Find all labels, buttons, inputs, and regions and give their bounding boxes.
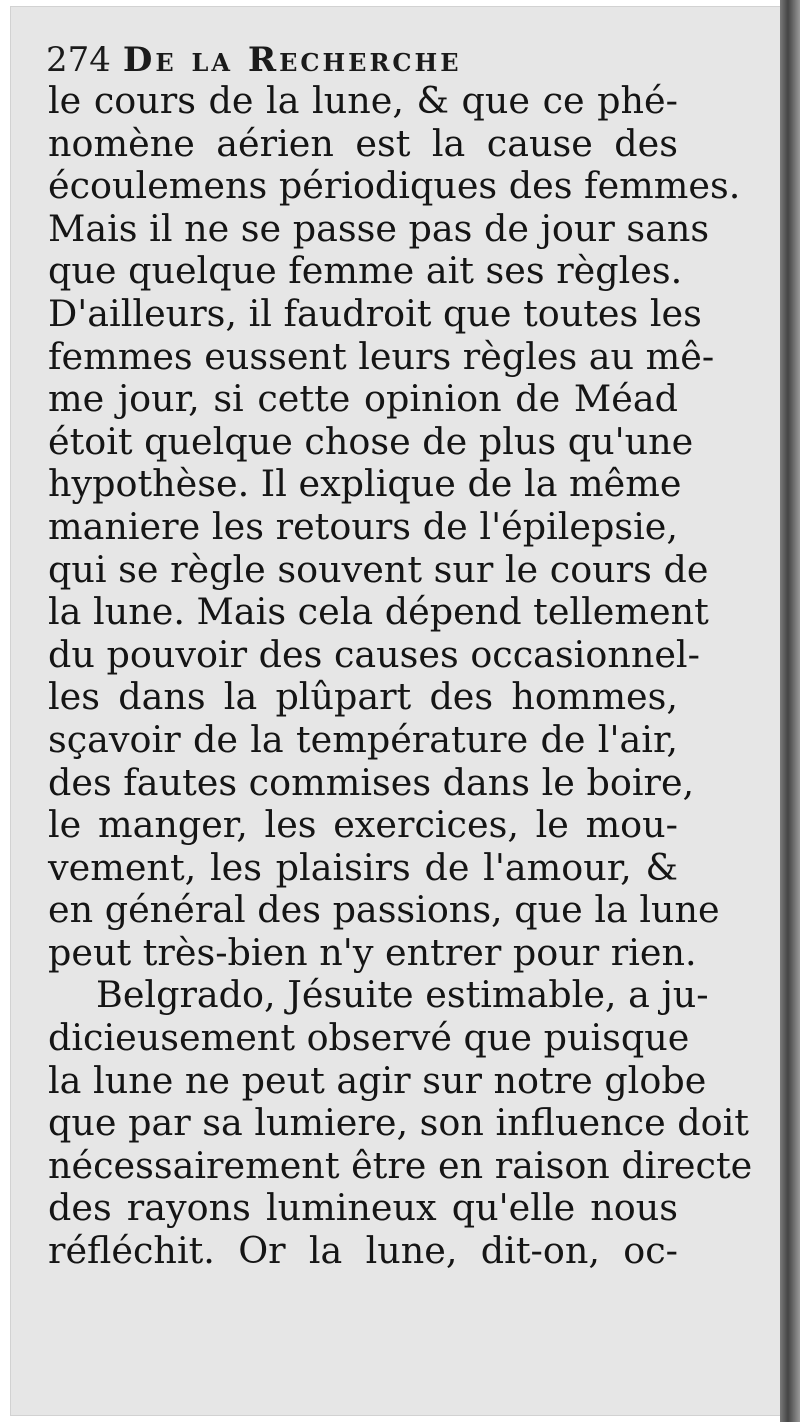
text-line: la lune. Mais cela dépend tellement [48,590,709,634]
text-line: nomène aérien est la cause des [48,121,678,165]
running-head [46,38,462,82]
text-line: le manger, les exercices, le mou- [48,803,678,847]
text-line: peut très-bien n'y entrer pour rien. [48,930,697,974]
text-line: que par sa lumiere, son influence doit [48,1101,749,1145]
running-title: De la Recherche [122,40,462,80]
text-line: écoulemens périodiques des femmes. [48,164,741,208]
text-line: Belgrado, Jésuite estimable, a ju- [96,973,709,1017]
text-line: en général des passions, que la lune [48,888,720,932]
text-line: réfléchit. Or la lune, dit-on, oc- [48,1229,678,1273]
text-line: la lune ne peut agir sur notre globe [48,1058,707,1102]
text-line: les dans la plûpart des hommes, [48,675,678,719]
text-line: étoit quelque chose de plus qu'une [48,419,694,463]
text-line: hypothèse. Il explique de la même [48,462,682,506]
text-line: le cours de la lune, & que ce phé- [48,79,678,122]
text-line: des fautes commises dans le boire, [48,760,695,804]
text-line: vement, les plaisirs de l'amour, & [48,845,678,889]
text-line: maniere les retours de l'épilepsie, [48,504,678,548]
text-line: dicieusement observé que puisque [48,1016,690,1060]
text-line: qui se règle souvent sur le cours de [48,547,709,591]
text-line: femmes eussent leurs règles au mê- [48,334,715,378]
body-text [48,79,753,1273]
text-line: du pouvoir des causes occasionnel- [48,632,700,676]
text-line: me jour, si cette opinion de Méad [48,377,678,421]
book-binding-edge [780,0,800,1422]
text-line: nécessairement être en raison directe [48,1143,753,1187]
text-line: des rayons lumineux qu'elle nous [48,1186,678,1230]
text-line: que quelque femme ait ses règles. [48,249,683,293]
text-line: sçavoir de la température de l'air, [48,717,678,761]
page-number: 274 [46,40,111,80]
text-line: Mais il ne se passe pas de jour sans [48,206,710,250]
text-line: D'ailleurs, il faudroit que toutes les [48,291,702,335]
